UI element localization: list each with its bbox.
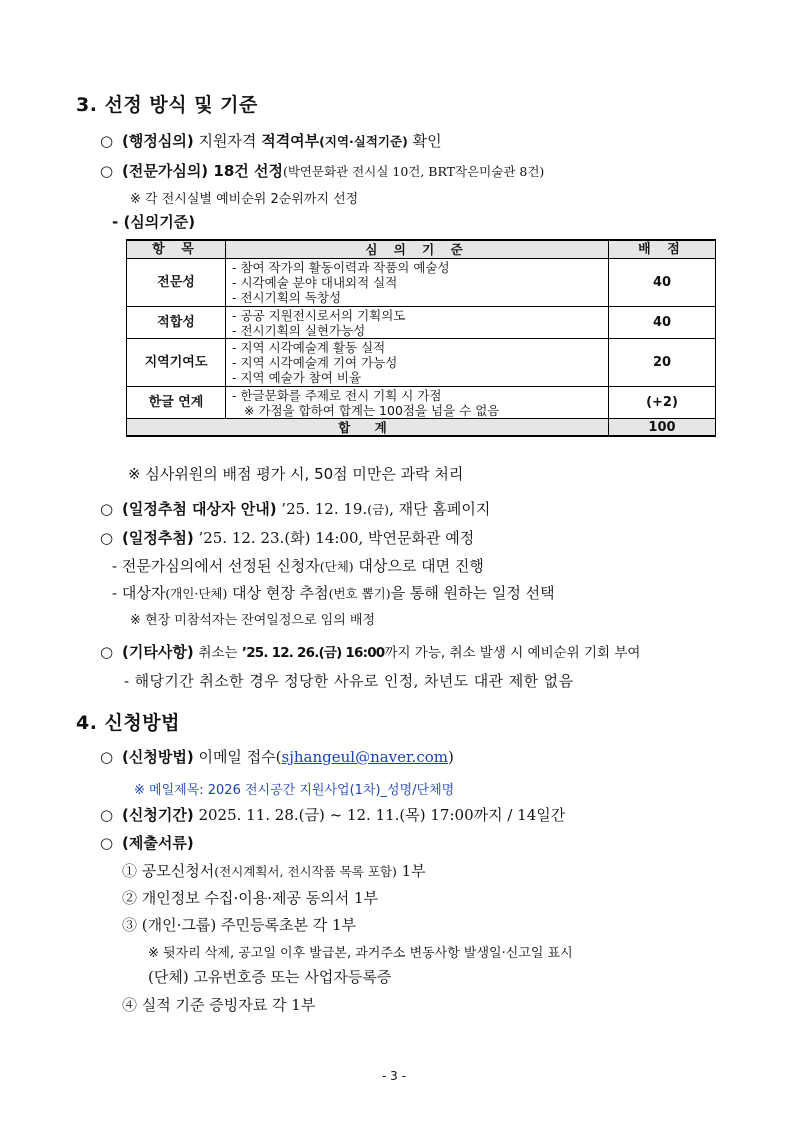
bullet-circle: ○: [100, 500, 114, 518]
admin-review-text: 지원자격: [198, 132, 257, 150]
period-line: [100, 804, 565, 825]
table-row: [127, 387, 716, 419]
admin-review-criteria: (지역·실적기준): [319, 134, 408, 149]
document-item-1: [122, 860, 426, 881]
row-criteria: [226, 339, 609, 387]
lottery-sub-2-b: (개인·단체): [165, 586, 228, 601]
criteria-line: - 공공 지원전시로서의 기획의도: [232, 307, 406, 323]
table-total-row: [127, 419, 716, 437]
item-detail: (전시계획서, 전시작품 목록 포함): [214, 864, 397, 879]
criteria-line: - 지역 시각예술계 기여 가능성: [232, 355, 398, 370]
header-item: 항 목: [127, 240, 226, 259]
lottery-sub-2-e: 을 통해 원하는 일정 선택: [390, 584, 555, 602]
table-row: [127, 259, 716, 307]
admin-review-confirm: 확인: [412, 132, 442, 150]
item-text: (개인·그룹) 주민등록초본 각 1부: [141, 916, 356, 934]
method-line: [100, 746, 454, 767]
period-label: (신청기간): [122, 806, 194, 824]
lottery-sub-1-b: (단체): [319, 559, 354, 574]
period-text: 2025. 11. 28.(금) ~ 12. 11.(목) 17:00까지 / 14일간: [198, 806, 566, 824]
other-text-c: 까지 가능, 취소 발생 시 예비순위 기회 부여: [384, 645, 641, 661]
lottery-label: (일정추첨): [122, 529, 194, 547]
row-item: 적합성: [127, 307, 226, 339]
row-item: 전문성: [127, 259, 226, 307]
row-criteria: [226, 307, 609, 339]
documents-line: [100, 832, 194, 853]
bullet-circle: ○: [100, 748, 114, 766]
criteria-line: - 전시기획의 독창성: [232, 290, 342, 305]
other-label: (기타사항): [122, 643, 194, 661]
email-link[interactable]: sjhangeul@naver.com: [281, 748, 448, 766]
lottery-notice-line: [100, 498, 490, 519]
document-item-2: [122, 887, 378, 908]
bullet-circle: ○: [100, 132, 114, 150]
method-close: ): [447, 748, 454, 766]
item-text: 개인정보 수집·이용·제공 동의서 1부: [141, 889, 379, 907]
row-score: 20: [609, 339, 716, 387]
criteria-line: - 한글문화를 주제로 전시 기획 시 가점: [232, 387, 442, 403]
bullet-circle: ○: [100, 834, 114, 852]
document-item-4: [122, 994, 315, 1015]
row-score: (+2): [609, 387, 716, 419]
lottery-notice-date: ’25. 12. 19.: [281, 500, 368, 518]
lottery-sub-2-a: - 대상자: [112, 584, 166, 602]
lottery-sub-2-d: (번호 뽑기): [328, 586, 391, 601]
lottery-sub-1-a: - 전문가심의에서 선정된 신청자: [112, 557, 320, 575]
lottery-note: ※ 현장 미참석자는 잔여일정으로 임의 배정: [130, 613, 376, 628]
criteria-line: - 참여 작가의 활동이력과 작품의 예술성: [232, 260, 450, 275]
section-3-title: 3. 선정 방식 및 기준: [76, 94, 258, 116]
table-header-row: [127, 240, 716, 259]
documents-label: (제출서류): [122, 834, 194, 852]
criteria-title: - (심의기준): [112, 213, 196, 231]
document-item-3: [122, 914, 356, 935]
lottery-sub-2-c: 대상 현장 추첨: [227, 584, 329, 602]
other-line: [100, 641, 640, 662]
item-count: 1부: [396, 862, 426, 880]
expert-review-label: (전문가심의) 18건 선정: [122, 162, 283, 180]
lottery-notice-day: (금): [367, 502, 390, 517]
item-number: ④: [122, 996, 138, 1014]
expert-review-line: [100, 160, 544, 181]
table-row: [127, 307, 716, 339]
criteria-line: - 지역 시각예술계 활동 실적: [232, 340, 386, 355]
lottery-line: [100, 527, 474, 548]
lottery-sub-1-c: 대상으로 대면 진행: [353, 557, 484, 575]
method-text: 이메일 접수(: [198, 748, 282, 766]
criteria-line: ※ 가점을 합하여 합계는 100점을 넘을 수 없음: [244, 402, 500, 418]
lottery-notice-rest: , 재단 홈페이지: [389, 500, 491, 518]
bullet-circle: ○: [100, 806, 114, 824]
table-row: [127, 339, 716, 387]
item-text: 공모신청서: [141, 862, 215, 880]
total-score: 100: [609, 419, 716, 437]
bullet-circle: ○: [100, 162, 114, 180]
other-text-a: 취소는: [198, 645, 242, 661]
criteria-line: - 지역 예술가 참여 비율: [232, 370, 362, 385]
row-score: 40: [609, 259, 716, 307]
row-item: 한글 연계: [127, 387, 226, 419]
criteria-line: - 전시기획의 실현가능성: [232, 322, 366, 338]
item-number: ③: [122, 916, 138, 934]
other-date: ’25. 12. 26.(금) 16:00: [241, 645, 385, 661]
total-label: 합 계: [127, 419, 609, 437]
row-score: 40: [609, 307, 716, 339]
table-note: ※ 심사위원의 배점 평가 시, 50점 미만은 과락 처리: [128, 465, 464, 483]
header-score: 배 점: [609, 240, 716, 259]
expert-review-note: ※ 각 전시실별 예비순위 2순위까지 선정: [130, 192, 359, 207]
criteria-line: - 시각예술 분야 대내외적 실적: [232, 275, 398, 290]
lottery-notice-label: (일정추첨 대상자 안내): [122, 500, 277, 518]
page-number: - 3 -: [382, 1069, 406, 1083]
criteria-table: [126, 239, 716, 437]
lottery-text: ’25. 12. 23.(화) 14:00, 박연문화관 예정: [198, 529, 475, 547]
documents-note-2: (단체) 고유번호증 또는 사업자등록증: [148, 968, 392, 986]
bullet-circle: ○: [100, 643, 114, 661]
row-criteria: [226, 387, 609, 419]
item-number: ②: [122, 889, 138, 907]
documents-note-1: ※ 뒷자리 삭제, 공고일 이후 발급본, 과거주소 변동사항 발생일·신고일 표시: [148, 946, 573, 961]
method-note: ※ 메일제목: 2026 전시공간 지원사업(1차)_성명/단체명: [134, 783, 455, 798]
method-label: (신청방법): [122, 748, 194, 766]
lottery-sub-2: [112, 582, 555, 603]
admin-review-line: [100, 130, 442, 151]
row-item: 지역기여도: [127, 339, 226, 387]
other-sub: - 해당기간 취소한 경우 정당한 사유로 인정, 차년도 대관 제한 없음: [124, 672, 574, 690]
row-criteria: [226, 259, 609, 307]
admin-review-eligibility: 적격여부: [261, 132, 320, 150]
item-text: 실적 기준 증빙자료 각 1부: [141, 996, 316, 1014]
item-number: ①: [122, 862, 138, 880]
lottery-sub-1: [112, 555, 484, 576]
admin-review-label: (행정심의): [122, 132, 194, 150]
section-4-title: 4. 신청방법: [76, 712, 180, 734]
header-criteria: 심 의 기 준: [226, 240, 609, 259]
expert-review-detail: (박연문화관 전시실 10건, BRT작은미술관 8건): [282, 164, 545, 179]
bullet-circle: ○: [100, 529, 114, 547]
